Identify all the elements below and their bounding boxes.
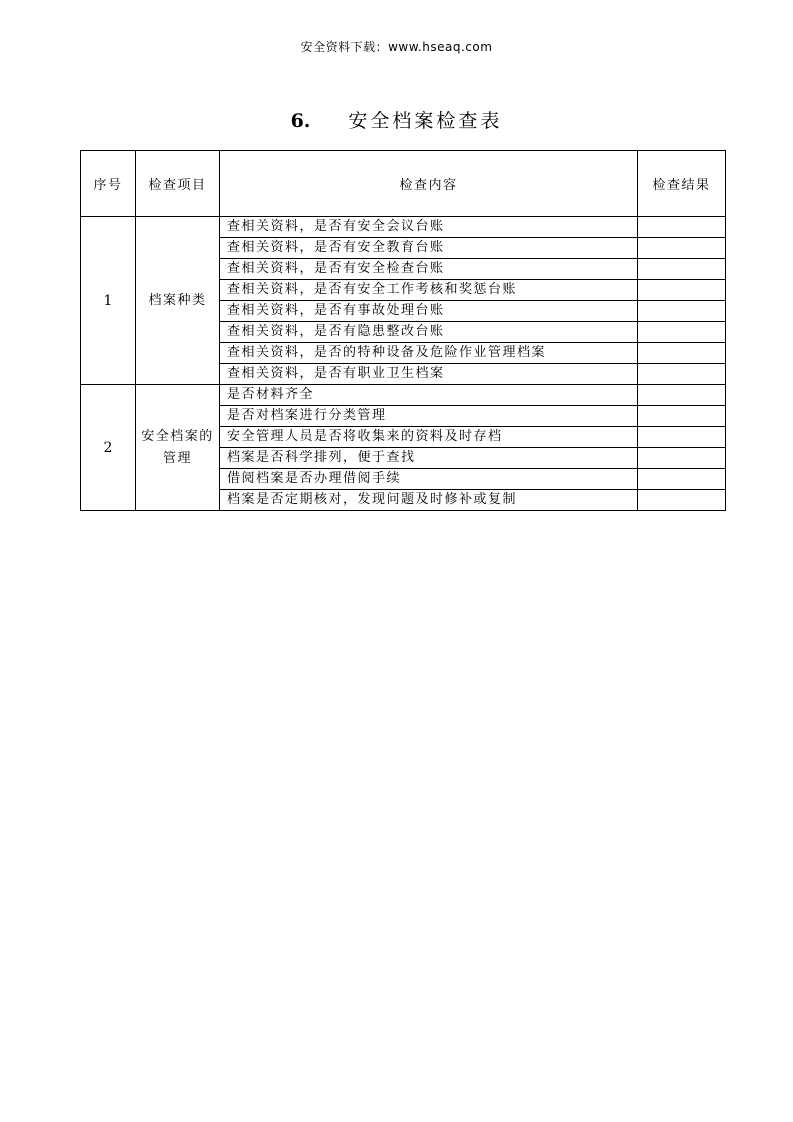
column-header-item: 检查项目 [136, 151, 220, 217]
content-cell: 安全管理人员是否将收集来的资料及时存档 [220, 427, 638, 448]
content-cell: 查相关资料，是否有事故处理台账 [220, 301, 638, 322]
table-row [81, 385, 726, 406]
result-cell[interactable] [638, 301, 726, 322]
content-cell: 是否材料齐全 [220, 385, 638, 406]
result-cell[interactable] [638, 469, 726, 490]
result-cell[interactable] [638, 238, 726, 259]
content-cell: 查相关资料，是否有安全工作考核和奖惩台账 [220, 280, 638, 301]
result-cell[interactable] [638, 364, 726, 385]
result-cell[interactable] [638, 259, 726, 280]
table-header-row [81, 151, 726, 217]
content-cell: 借阅档案是否办理借阅手续 [220, 469, 638, 490]
result-cell[interactable] [638, 406, 726, 427]
document-title [0, 106, 793, 133]
content-cell: 是否对档案进行分类管理 [220, 406, 638, 427]
result-cell[interactable] [638, 217, 726, 238]
content-cell: 查相关资料，是否有安全检查台账 [220, 259, 638, 280]
seq-cell: 2 [81, 385, 136, 511]
column-header-content: 检查内容 [220, 151, 638, 217]
result-cell[interactable] [638, 322, 726, 343]
content-cell: 查相关资料，是否有安全教育台账 [220, 238, 638, 259]
result-cell[interactable] [638, 490, 726, 511]
result-cell[interactable] [638, 385, 726, 406]
title-text: 安全档案检查表 [348, 110, 503, 132]
safety-archive-check-table [80, 150, 726, 511]
content-cell: 档案是否科学排列，便于查找 [220, 448, 638, 469]
result-cell[interactable] [638, 343, 726, 364]
result-cell[interactable] [638, 448, 726, 469]
content-cell: 查相关资料，是否有安全会议台账 [220, 217, 638, 238]
item-cell: 档案种类 [136, 217, 220, 385]
item-cell: 安全档案的管理 [136, 385, 220, 511]
seq-cell: 1 [81, 217, 136, 385]
content-cell: 查相关资料，是否有职业卫生档案 [220, 364, 638, 385]
title-number: 6. [290, 110, 311, 132]
content-cell: 查相关资料，是否的特种设备及危险作业管理档案 [220, 343, 638, 364]
content-cell: 档案是否定期核对，发现问题及时修补或复制 [220, 490, 638, 511]
content-cell: 查相关资料，是否有隐患整改台账 [220, 322, 638, 343]
page-header: 安全资料下载：www.hseaq.com [300, 40, 493, 54]
column-header-seq: 序号 [81, 151, 136, 217]
column-header-result: 检查结果 [638, 151, 726, 217]
result-cell[interactable] [638, 427, 726, 448]
table-row [81, 217, 726, 238]
result-cell[interactable] [638, 280, 726, 301]
